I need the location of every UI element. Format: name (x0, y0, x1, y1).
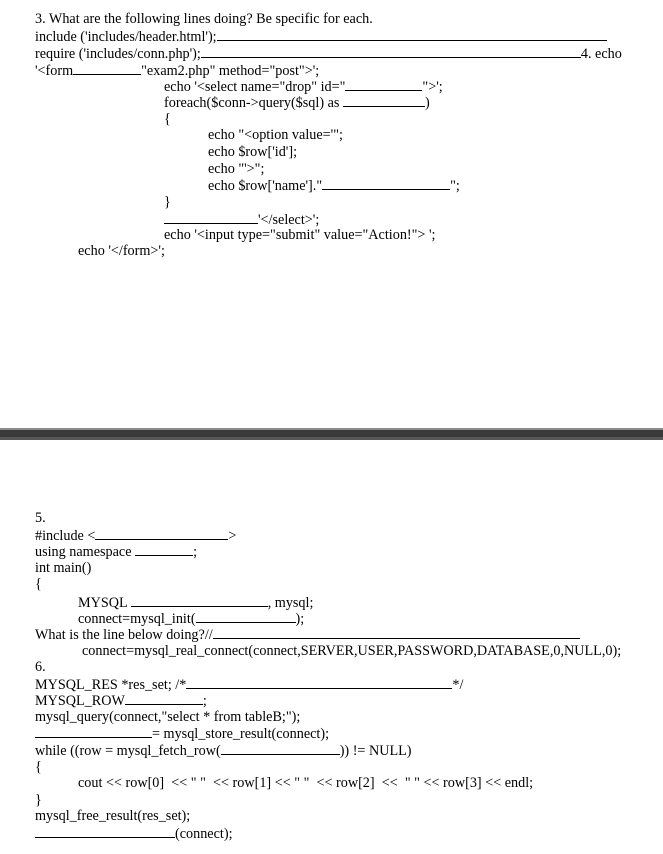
question-5-number: 5. (35, 510, 46, 526)
answer-blank-store-target[interactable] (35, 725, 152, 738)
while-brace-open: { (35, 759, 42, 775)
res-set-text: MYSQL_RES *res_set; /* (35, 677, 187, 693)
row-name-text: echo $row['name']." (208, 178, 323, 194)
answer-blank-fetch-arg[interactable] (221, 742, 340, 755)
answer-blank-init-arg[interactable] (196, 610, 296, 623)
code-line-require (35, 45, 622, 63)
code-line-main: int main() (35, 560, 92, 576)
mysql-decl-rest: , mysql; (267, 595, 314, 611)
mysql-init-text: connect=mysql_init( (78, 611, 196, 627)
include-header-rest: > (228, 528, 237, 544)
code-line-store-result (35, 725, 329, 743)
code-line-row-id: echo $row['id']; (208, 144, 298, 160)
answer-blank-select-id[interactable] (345, 78, 422, 91)
close-select-text: '</select>'; (258, 212, 320, 228)
brace-open: { (164, 111, 171, 127)
mysql-init-rest: ); (295, 611, 305, 627)
code-line-submit: echo '<input type="submit" value="Action!"> '; (164, 227, 436, 243)
answer-blank-foreach-var[interactable] (343, 94, 425, 107)
form-open-rest: "exam2.php" method="post">'; (141, 63, 320, 79)
code-line-close (35, 825, 233, 843)
mysql-decl-text: MYSQL (78, 595, 128, 611)
code-line-while (35, 742, 412, 760)
while-rest: )) != NULL) (339, 743, 412, 759)
namespace-text: using namespace (35, 544, 132, 560)
answer-blank-require[interactable] (201, 45, 581, 58)
question-4-label: 4. echo (580, 46, 622, 62)
while-brace-close: } (35, 792, 42, 808)
answer-blank-res-comment[interactable] (186, 676, 452, 689)
code-line-question (35, 626, 580, 644)
brace-close: } (164, 194, 171, 210)
answer-blank-namespace[interactable] (135, 543, 193, 556)
code-line-foreach (164, 94, 430, 112)
while-text: while ((row = mysql_fetch_row( (35, 743, 221, 759)
form-open-text: '<form (35, 63, 74, 79)
foreach-text: foreach($conn->query($sql) as (164, 95, 340, 111)
include-text: include ('includes/header.html'); (35, 29, 217, 45)
answer-blank-header[interactable] (95, 527, 228, 540)
code-line-namespace (35, 543, 197, 561)
row-decl-text: MYSQL_ROW (35, 693, 125, 709)
code-line-query: mysql_query(connect,"select * from tableB;"); (35, 709, 301, 725)
answer-blank-include[interactable] (217, 28, 607, 41)
page-separator (0, 428, 663, 440)
code-line-row-decl (35, 692, 207, 710)
select-rest: ">'; (422, 79, 443, 95)
foreach-rest: ) (424, 95, 430, 111)
require-text: require ('includes/conn.php'); (35, 46, 201, 62)
question-6-number: 6. (35, 659, 46, 675)
store-result-text: = mysql_store_result(connect); (152, 726, 330, 742)
main-brace-open: { (35, 576, 42, 592)
include-header-text: #include < (35, 528, 96, 544)
answer-blank-connect-explain[interactable] (213, 626, 580, 639)
code-line-row-name (208, 177, 460, 195)
code-line-option-open: echo "<option value='"; (208, 127, 343, 143)
res-set-rest: */ (452, 677, 464, 693)
code-line-include (35, 28, 607, 46)
worksheet-page-bottom (0, 440, 663, 854)
answer-blank-close-func[interactable] (35, 825, 175, 838)
code-line-real-connect: connect=mysql_real_connect(connect,SERVER,USER,PASSWORD,DATABASE,0,NULL,0); (82, 643, 622, 659)
code-line-free-result: mysql_free_result(res_set); (35, 808, 191, 824)
answer-blank-option-end[interactable] (322, 177, 450, 190)
answer-blank-row-var[interactable] (125, 692, 203, 705)
question-text: What is the line below doing?// (35, 627, 213, 643)
select-text: echo '<select name="drop" id=" (164, 79, 346, 95)
question-3-heading: 3. What are the following lines doing? Be specific for each. (35, 11, 373, 27)
namespace-rest: ; (193, 544, 198, 560)
row-name-rest: "; (450, 178, 460, 194)
row-decl-rest: ; (202, 693, 207, 709)
answer-blank-form-attr[interactable] (73, 62, 141, 75)
code-line-close-form: echo '</form>'; (78, 243, 165, 259)
answer-blank-close-select[interactable] (164, 211, 258, 224)
answer-blank-mysql-ptr[interactable] (131, 594, 268, 607)
code-line-cout: cout << row[0] << " " << row[1] << " " << row[2] << " " << row[3] << endl; (78, 775, 534, 791)
close-text: (connect); (175, 826, 233, 842)
code-line-option-close: echo "'>"; (208, 161, 265, 177)
